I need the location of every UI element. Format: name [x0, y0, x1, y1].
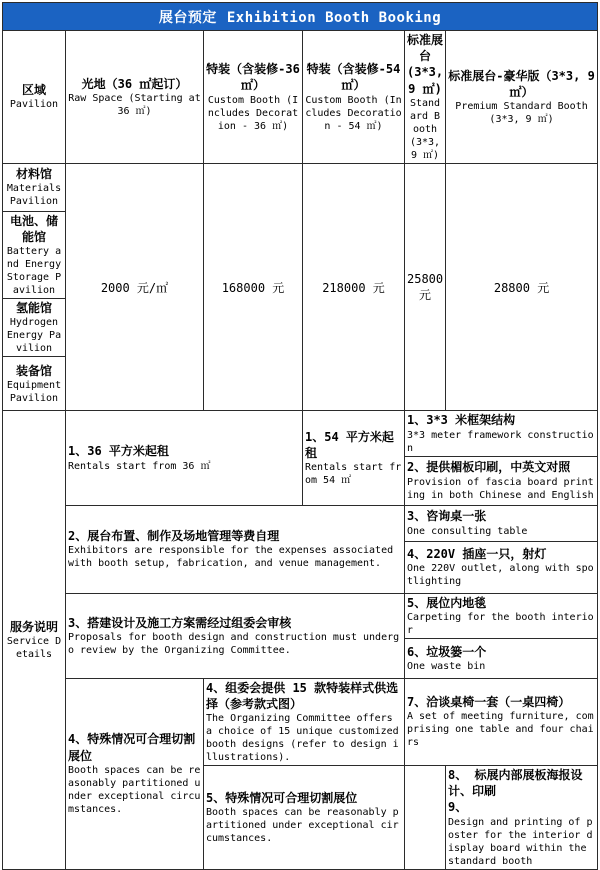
service-item-meeting-furniture-zh: 7、洽谈桌椅一套（一桌四椅） — [407, 695, 571, 710]
header-premium-booth-en: Premium Standard Booth (3*3, 9 ㎡) — [455, 101, 588, 126]
header-premium-booth-zh: 标准展台-豪华版（3*3, 9 ㎡） — [448, 68, 595, 99]
pavilion-battery — [3, 211, 66, 298]
service-item-partition-raw — [66, 678, 204, 869]
service-row-1 — [3, 411, 598, 456]
header-custom-54-en: Custom Booth (Includes Decoration - 54 ㎡) — [305, 94, 402, 132]
service-item-carpet — [405, 593, 598, 638]
service-item-design-review — [66, 593, 405, 678]
service-item-consulting-table-en: One consulting table — [407, 525, 528, 537]
header-custom-36-en: Custom Booth (Includes Decoration - 36 ㎡) — [207, 94, 299, 132]
service-item-carpet-zh: 5、展位内地毯 — [407, 595, 487, 610]
pavilion-equipment-en: Equipment Pavilion — [6, 379, 62, 404]
service-item-design-review-en: Proposals for booth design and construction must undergo review by the Organizing Committee. — [68, 631, 400, 656]
header-pavilion-zh: 区域 — [21, 83, 46, 98]
service-item-poster-design — [446, 766, 598, 870]
pavilion-hydrogen-en: Hydrogen Energy Pavilion — [6, 317, 62, 355]
service-item-partition-raw-en: Booth spaces can be reasonably partitioned under exceptional circumstances. — [68, 764, 201, 815]
pavilion-materials — [3, 163, 66, 211]
service-item-poster-design-en: Design and printing of poster for the interior display board within the standard booth — [448, 816, 593, 867]
service-item-custom-54-zh: 1、54 平方米起租 — [305, 429, 394, 460]
service-item-custom-54-en: Rentals start from 54 ㎡ — [305, 462, 402, 487]
service-item-waste-bin-zh: 6、垃圾篓一个 — [407, 644, 487, 659]
header-standard-booth-en: Standard Booth (3*3, 9 ㎡) — [409, 97, 441, 161]
service-item-raw-36-en: Rentals start from 36 ㎡ — [68, 460, 211, 472]
empty-cell — [405, 766, 446, 870]
service-item-fascia-printing-en: Provision of fascia board printing in both Chinese and English — [407, 476, 594, 501]
service-item-custom-54 — [303, 411, 405, 505]
service-item-raw-36-zh: 1、36 平方米起租 — [68, 444, 169, 459]
pavilion-battery-zh: 电池、储能馆 — [9, 213, 58, 244]
pavilion-equipment — [3, 357, 66, 411]
price-raw-space: 2000 元/㎡ — [66, 163, 204, 411]
header-custom-36-zh: 特装（含装修-36 ㎡） — [206, 62, 300, 93]
service-item-outlet-spotlight-en: One 220V outlet, along with spotlighting — [407, 563, 594, 588]
pavilion-materials-en: Materials Pavilion — [6, 183, 62, 208]
header-pavilion-en: Pavilion — [9, 99, 59, 111]
service-item-waste-bin-en: One waste bin — [407, 660, 486, 672]
service-item-partition-custom — [204, 766, 405, 870]
pavilion-battery-en: Battery and Energy Storage Pavilion — [6, 246, 62, 297]
service-item-meeting-furniture — [405, 678, 598, 765]
service-item-waste-bin — [405, 638, 598, 678]
header-raw-space-en: Raw Space (Starting at 36 ㎡) — [68, 92, 201, 117]
title-row — [3, 3, 598, 31]
service-item-carpet-en: Carpeting for the booth interior — [407, 611, 594, 636]
service-item-expenses-zh: 2、展台布置、制作及场地管理等费自理 — [68, 528, 280, 543]
header-standard-booth-zh: 标准展台 (3*3, 9 ㎡) — [407, 33, 444, 96]
page — [2, 2, 598, 870]
page-title — [3, 3, 598, 31]
header-standard-booth — [405, 31, 446, 164]
service-row-3 — [3, 505, 598, 541]
service-item-raw-36 — [66, 411, 303, 505]
service-row-7 — [3, 678, 598, 765]
page-title-zh: 展台预定 — [158, 9, 217, 26]
service-details-label-zh: 服务说明 — [9, 619, 58, 634]
header-custom-54 — [303, 31, 405, 164]
service-item-fascia-printing-zh: 2、提供楣板印刷，中英文对照 — [407, 460, 571, 475]
service-item-booth-designs-en: The Organizing Committee offers a choice of 15 unique customized booth designs (refer to design illustrations). — [206, 713, 399, 764]
price-standard: 25800 元 — [405, 163, 446, 411]
service-item-outlet-spotlight-zh: 4、220V 插座一只，射灯 — [407, 546, 547, 561]
page-title-en: Exhibition Booth Booking — [226, 9, 442, 26]
service-item-booth-designs — [204, 678, 405, 765]
pavilion-hydrogen — [3, 299, 66, 357]
header-raw-space — [66, 31, 204, 164]
header-pavilion — [3, 31, 66, 164]
service-item-booth-designs-zh: 4、组委会提供 15 款特装样式供选择（参考款式图） — [206, 680, 399, 711]
service-details-label-en: Service Details — [6, 636, 62, 661]
header-raw-space-zh: 光地（36 ㎡起订） — [81, 76, 188, 91]
service-item-consulting-table-zh: 3、咨询桌一张 — [407, 509, 487, 524]
service-details-label — [3, 411, 66, 869]
price-custom-54: 218000 元 — [303, 163, 405, 411]
row-materials — [3, 163, 598, 211]
service-item-outlet-spotlight — [405, 541, 598, 593]
booth-booking-table — [2, 2, 598, 870]
service-item-meeting-furniture-en: A set of meeting furniture, comprising one table and four chairs — [407, 711, 594, 749]
price-custom-36: 168000 元 — [204, 163, 303, 411]
header-row — [3, 31, 598, 164]
service-item-framework-zh: 1、3*3 米框架结构 — [407, 413, 516, 428]
service-item-partition-raw-zh: 4、特殊情况可合理切割展位 — [68, 732, 196, 763]
service-item-framework — [405, 411, 598, 456]
service-item-fascia-printing — [405, 456, 598, 505]
service-item-poster-design-zh: 8、 标展内部展板海报设计、印刷 — [448, 768, 583, 799]
service-row-5 — [3, 593, 598, 638]
pavilion-hydrogen-zh: 氢能馆 — [15, 301, 52, 316]
service-item-design-review-zh: 3、搭建设计及施工方案需经过组委会审核 — [68, 615, 292, 630]
service-item-expenses — [66, 505, 405, 593]
service-item-partition-custom-en: Booth spaces can be reasonably partitioned under exceptional circumstances. — [206, 806, 399, 844]
header-premium-booth — [446, 31, 598, 164]
service-item-framework-en: 3*3 meter framework construction — [407, 429, 594, 454]
service-item-expenses-en: Exhibitors are responsible for the expenses associated with booth setup, fabrication, and venue management. — [68, 545, 394, 570]
header-custom-36 — [204, 31, 303, 164]
header-custom-54-zh: 特装（含装修-54 ㎡） — [306, 62, 401, 93]
service-item-consulting-table — [405, 505, 598, 541]
pavilion-materials-zh: 材料馆 — [15, 167, 52, 182]
pavilion-equipment-zh: 装备馆 — [15, 363, 52, 378]
service-item-poster-design-zh2: 9、 — [448, 800, 468, 815]
price-premium: 28800 元 — [446, 163, 598, 411]
service-item-partition-custom-zh: 5、特殊情况可合理切割展位 — [206, 790, 358, 805]
